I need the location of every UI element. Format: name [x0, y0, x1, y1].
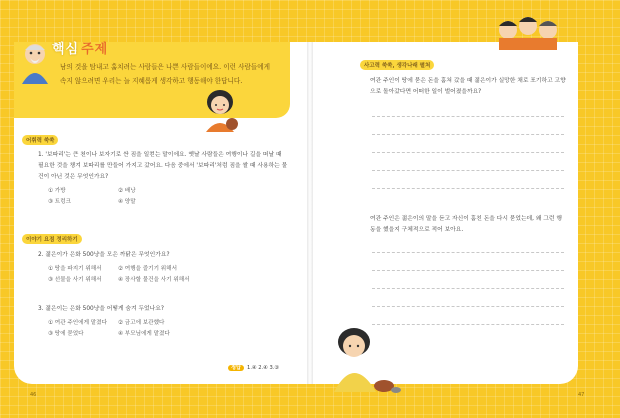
- question-3: 3. 젊은이는 은화 500냥을 어떻게 숨겨 두었나요?: [38, 306, 164, 312]
- book-spine: [307, 42, 313, 384]
- answer-text: 1.④ 2.④ 3.③: [247, 365, 280, 371]
- q3-option[interactable]: ② 금고에 보관했다: [118, 320, 165, 326]
- page-number-right: 47: [578, 392, 585, 398]
- page-number-left: 46: [30, 392, 37, 398]
- question-1-options: [48, 186, 198, 208]
- q2-option[interactable]: ① 땅을 파지기 위해서: [48, 266, 102, 272]
- thinking-section-label: 사고력 쑥쑥, 생각나래 펼쳐: [360, 60, 434, 70]
- answer-tag: 정답: [228, 365, 244, 371]
- intro-text: 남의 것을 탐내고 훔치려는 사람들은 나쁜 사람들이에요. 이런 사람들에게 속지 않으려면 우리는 늘 지혜롭게 생각하고 행동해야 한답니다.: [60, 63, 270, 85]
- question-3-options: [48, 318, 198, 340]
- answer-line: [372, 134, 564, 135]
- girl-illustration: [198, 86, 242, 134]
- answer-line: [372, 116, 564, 117]
- family-illustration: [494, 12, 564, 50]
- q1-option[interactable]: ② 배낭: [118, 188, 136, 194]
- page-title: [52, 38, 108, 57]
- q1-option[interactable]: ① 가방: [48, 188, 66, 194]
- q2-option[interactable]: ④ 장사할 물건을 사기 위해서: [118, 277, 190, 283]
- q1-option[interactable]: ③ 트렁크: [48, 199, 72, 205]
- answer-line: [372, 152, 564, 153]
- q2-option[interactable]: ③ 선물을 사기 위해서: [48, 277, 102, 283]
- answer-key: [228, 364, 279, 371]
- title-part1: 핵심: [52, 42, 80, 57]
- answer-line: [372, 170, 564, 171]
- answer-line: [372, 288, 564, 289]
- title-part2: 주제: [81, 42, 109, 57]
- right-question-2: 여관 주인은 젊은이의 말을 듣고 자신이 훔친 돈을 다시 묻었는데, 왜 그런 행동을 했을지 구체적으로 적어 보아요.: [370, 216, 562, 233]
- question-1: 1. '보따리'는 큰 천이나 보자기로 싼 짐을 일컫는 말이에요. 옛날 사람들은 여행이나 길을 떠날 때 필요한 것을 챙겨 보따리를 만들어 가지고 갔어요. 다음 중에서 '보따리'처럼 짐을 쌀 때 사용하는 물건이 아닌 것은 무엇인가요?: [38, 152, 288, 180]
- right-question-1: 여관 주인이 땅에 묻은 돈을 훔쳐 갔을 때 젊은이가 실망한 채로 포기하고 고향으로 돌아갔다면 어떠한 일이 벌어졌을까요?: [370, 78, 566, 95]
- answer-line: [372, 306, 564, 307]
- question-2-options: [48, 264, 198, 286]
- q3-option[interactable]: ① 여관 주인에게 맡겼다: [48, 320, 107, 326]
- answer-line: [372, 252, 564, 253]
- answer-line: [372, 270, 564, 271]
- summary-section-label: 이야기 요점 정리하기: [22, 234, 82, 244]
- q1-option[interactable]: ④ 양말: [118, 199, 136, 205]
- q3-option[interactable]: ④ 부모님에게 맡겼다: [118, 331, 170, 337]
- answer-line: [372, 188, 564, 189]
- q2-option[interactable]: ② 여행을 즐기기 위해서: [118, 266, 177, 272]
- question-2: 2. 젊은이가 은화 500냥을 모은 까닭은 무엇인가요?: [38, 252, 170, 258]
- girl-digging-illustration: [320, 320, 404, 396]
- q3-option[interactable]: ③ 땅에 묻었다: [48, 331, 84, 337]
- vocabulary-section-label: 어휘력 쑥쑥: [22, 135, 58, 145]
- old-man-illustration: [14, 40, 56, 86]
